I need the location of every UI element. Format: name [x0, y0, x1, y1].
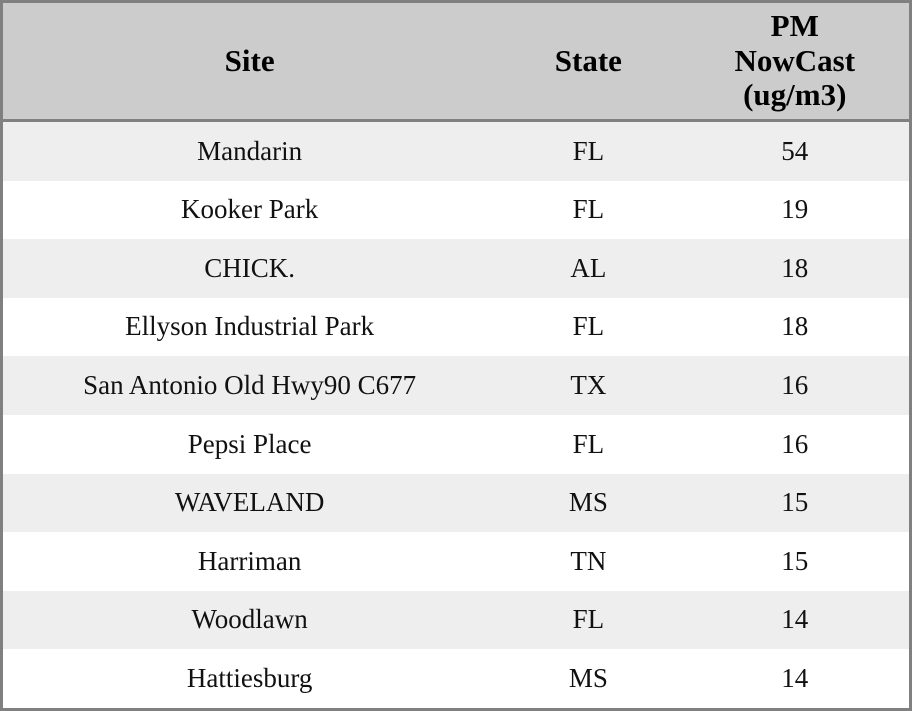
table-row — [3, 239, 909, 298]
cell-state: AL — [570, 252, 607, 283]
cell-value: 18 — [781, 311, 809, 342]
cell-state: FL — [572, 194, 605, 225]
cell-site: San Antonio Old Hwy90 C677 — [83, 369, 417, 400]
table-row — [3, 532, 909, 591]
table-header-row — [3, 3, 909, 121]
cell-value: 19 — [781, 194, 809, 225]
cell-value: 14 — [781, 662, 809, 693]
cell-value: 15 — [781, 487, 809, 518]
table-body — [3, 121, 909, 708]
cell-state: FL — [572, 428, 605, 459]
pm-nowcast-table — [3, 3, 909, 708]
cell-site: Kooker Park — [181, 194, 319, 225]
cell-value: 16 — [781, 369, 809, 400]
table-row — [3, 474, 909, 533]
cell-site: Woodlawn — [191, 604, 308, 635]
cell-value: 16 — [781, 428, 809, 459]
table-row — [3, 649, 909, 708]
table-row — [3, 415, 909, 474]
table-row — [3, 298, 909, 357]
cell-state: FL — [572, 604, 605, 635]
column-header-state-label: State — [554, 42, 622, 78]
cell-site: WAVELAND — [174, 487, 325, 518]
cell-value: 54 — [781, 135, 809, 166]
column-header-state — [496, 3, 680, 121]
cell-site: Pepsi Place — [187, 428, 312, 459]
column-header-site-label: Site — [224, 42, 275, 78]
cell-value: 18 — [781, 252, 809, 283]
cell-state: MS — [568, 662, 608, 693]
cell-site: Harriman — [197, 545, 302, 576]
column-header-pm-nowcast-line2: NowCast — [734, 42, 856, 78]
cell-state: TN — [570, 545, 607, 576]
cell-site: CHICK. — [204, 252, 295, 283]
cell-state: TX — [570, 369, 607, 400]
table-header — [3, 3, 909, 121]
table-row — [3, 356, 909, 415]
column-header-pm-nowcast — [681, 3, 909, 121]
table-row — [3, 181, 909, 240]
column-header-pm-nowcast-line3: (ug/m3) — [743, 77, 847, 113]
table-row — [3, 121, 909, 181]
cell-value: 15 — [781, 545, 809, 576]
cell-value: 14 — [781, 604, 809, 635]
cell-state: MS — [568, 487, 608, 518]
table-row — [3, 591, 909, 650]
cell-site: Mandarin — [197, 135, 303, 166]
column-header-pm-nowcast-line1: PM — [770, 8, 819, 43]
cell-site: Ellyson Industrial Park — [125, 311, 375, 342]
cell-state: FL — [572, 135, 605, 166]
column-header-site — [3, 3, 496, 121]
cell-site: Hattiesburg — [186, 662, 313, 693]
cell-state: FL — [572, 311, 605, 342]
